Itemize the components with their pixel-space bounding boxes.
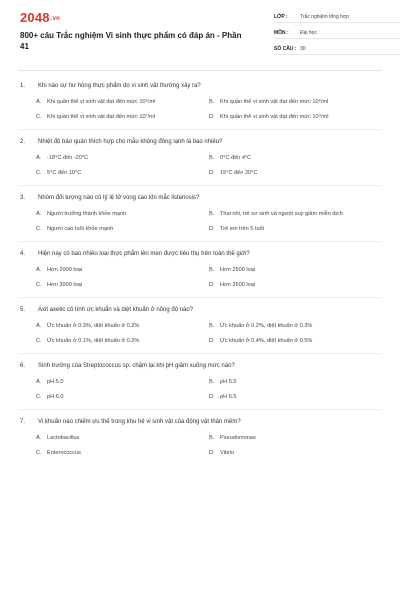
option-text: -18°C đến -20°C [47, 155, 89, 161]
option-text: pH 6.5 [220, 394, 237, 400]
option-text: Lactobacillus [47, 435, 80, 441]
question-text: Axit axetic có tính ức khuẩn và diệt khuẩn ở nồng độ nào? [38, 307, 194, 313]
answer-options [36, 154, 382, 177]
answer-option-d[interactable] [209, 393, 382, 401]
option-text: Hơn 3500 loại [220, 282, 256, 288]
question-number: 6. [20, 363, 26, 369]
option-letter: D. [209, 282, 215, 288]
meta-value: 30 [300, 46, 306, 52]
answer-option-a[interactable] [36, 322, 209, 330]
option-text: 15°C đến 20°C [220, 170, 258, 176]
option-text: Người cao tuổi khỏe mạnh [47, 226, 114, 232]
option-letter: B. [209, 211, 215, 217]
option-letter: B. [209, 323, 215, 329]
document-title: 800+ câu Trắc nghiệm Vi sinh thực phẩm có đáp án - Phần 41 [20, 31, 242, 51]
answer-option-d[interactable] [209, 449, 382, 457]
option-letter: B. [209, 379, 215, 385]
answer-options [36, 98, 382, 121]
question-number: 3. [20, 195, 26, 201]
answer-option-d[interactable] [209, 337, 382, 345]
option-letter: D. [209, 338, 215, 344]
option-text: Ức khuẩn ở 0.3%, diệt khuẩn ở 0.2% [47, 323, 140, 329]
option-letter: B. [209, 267, 215, 273]
question-text: Khi nào sự hư hỏng thực phẩm do vi sinh vật thường xảy ra? [38, 83, 201, 89]
option-letter: A. [36, 323, 42, 329]
option-text: Khi quần thể vi sinh vật đạt đến mức 10⁶/ml [220, 99, 329, 105]
answer-option-c[interactable] [36, 113, 209, 121]
option-letter: C. [36, 394, 42, 400]
option-text: Enterococcus [47, 450, 81, 456]
option-letter: C. [36, 170, 42, 176]
answer-option-b[interactable] [209, 266, 382, 274]
answer-option-a[interactable] [36, 98, 209, 106]
answer-option-a[interactable] [36, 434, 209, 442]
option-text: Pseudomonas [220, 435, 256, 441]
option-text: Trẻ em trên 5 tuổi [220, 226, 264, 232]
question-text: Sinh trưởng của Streptococcus sp. chậm lại khi pH giảm xuống mức nào? [38, 363, 235, 369]
option-letter: A. [36, 379, 42, 385]
answer-options [36, 322, 382, 345]
option-letter: A. [36, 155, 42, 161]
divider [18, 129, 382, 130]
divider [18, 241, 382, 242]
logo-suffix: .vn [50, 15, 61, 22]
answer-options [36, 378, 382, 401]
question-text: Vi khuẩn nào chiếm ưu thế trong khu hệ vi sinh vật của động vật thân mềm? [38, 419, 241, 425]
option-letter: A. [36, 435, 42, 441]
question-item [20, 194, 382, 233]
question-header [20, 306, 382, 315]
question-number: 1. [20, 83, 26, 89]
answer-option-b[interactable] [209, 210, 382, 218]
question-number: 5. [20, 307, 26, 313]
answer-option-d[interactable] [209, 113, 382, 121]
question-header [20, 250, 382, 259]
answer-option-b[interactable] [209, 322, 382, 330]
divider [18, 297, 382, 298]
answer-option-c[interactable] [36, 393, 209, 401]
divider [18, 409, 382, 410]
option-text: Khi quần thể vi sinh vật đạt đến mức 10⁷/ml [47, 114, 156, 120]
option-letter: C. [36, 226, 42, 232]
answer-option-c[interactable] [36, 169, 209, 177]
meta-row-class [274, 12, 400, 23]
question-item [20, 362, 382, 401]
option-text: Thai nhi, trẻ sơ sinh và người suy giảm miễn dịch [220, 211, 343, 217]
question-list [18, 71, 382, 457]
question-item [20, 250, 382, 289]
meta-label: LỚP : [274, 14, 288, 20]
option-letter: C. [36, 450, 42, 456]
answer-option-d[interactable] [209, 225, 382, 233]
meta-info [274, 12, 400, 60]
answer-option-b[interactable] [209, 378, 382, 386]
option-letter: A. [36, 267, 42, 273]
meta-row-count [274, 44, 400, 55]
answer-option-a[interactable] [36, 210, 209, 218]
option-text: Hơn 2000 loại [47, 267, 83, 273]
option-text: Hơn 3000 loại [47, 282, 83, 288]
option-text: Ức khuẩn ở 0.4%, diệt khuẩn ở 0.5% [220, 338, 313, 344]
option-letter: C. [36, 114, 42, 120]
answer-options [36, 210, 382, 233]
logo-text: 2048 [20, 10, 50, 25]
answer-option-a[interactable] [36, 154, 209, 162]
divider [18, 353, 382, 354]
question-text: Nhóm đối tượng nào có tỷ lệ tử vong cao khi mắc listeriosis? [38, 195, 200, 201]
option-text: pH 5.5 [220, 379, 237, 385]
option-text: 0°C đến 4°C [220, 155, 252, 161]
option-letter: B. [209, 155, 215, 161]
answer-option-a[interactable] [36, 378, 209, 386]
question-number: 2. [20, 139, 26, 145]
question-item [20, 138, 382, 177]
answer-option-b[interactable] [209, 434, 382, 442]
option-letter: B. [209, 99, 215, 105]
option-letter: C. [36, 282, 42, 288]
answer-option-c[interactable] [36, 225, 209, 233]
document-header [18, 0, 382, 71]
option-text: Hơn 2500 loại [220, 267, 256, 273]
question-item [20, 418, 382, 457]
answer-options [36, 266, 382, 289]
question-number: 4. [20, 251, 26, 257]
option-letter: C. [36, 338, 42, 344]
question-header [20, 418, 382, 427]
option-letter: D. [209, 226, 215, 232]
option-text: Khi quần thể vi sinh vật đạt đến mức 10⁵/ml [47, 99, 156, 105]
answer-option-a[interactable] [36, 266, 209, 274]
answer-option-c[interactable] [36, 281, 209, 289]
answer-options [36, 434, 382, 457]
option-letter: D. [209, 170, 215, 176]
option-text: Ức khuẩn ở 0.2%, diệt khuẩn ở 0.3% [220, 323, 313, 329]
answer-option-d[interactable] [209, 169, 382, 177]
option-letter: A. [36, 99, 42, 105]
question-text: Nhiệt độ bảo quản thích hợp cho mẫu không đông lạnh là bao nhiêu? [38, 139, 223, 145]
meta-value: Trắc nghiệm tổng hợp [300, 14, 349, 20]
option-letter: D. [209, 114, 215, 120]
answer-option-c[interactable] [36, 337, 209, 345]
option-letter: B. [209, 435, 215, 441]
question-header [20, 194, 382, 203]
answer-option-d[interactable] [209, 281, 382, 289]
question-item [20, 82, 382, 121]
option-text: pH 5.0 [47, 379, 64, 385]
question-header [20, 362, 382, 371]
question-header [20, 82, 382, 91]
answer-option-b[interactable] [209, 154, 382, 162]
option-text: pH 6.0 [47, 394, 64, 400]
option-text: 5°C đến 10°C [47, 170, 82, 176]
answer-option-b[interactable] [209, 98, 382, 106]
option-letter: D. [209, 394, 215, 400]
question-item [20, 306, 382, 345]
meta-label: SỐ CÂU : [274, 46, 297, 52]
meta-label: MÔN : [274, 30, 289, 36]
option-letter: A. [36, 211, 42, 217]
meta-row-subject [274, 28, 400, 39]
question-header [20, 138, 382, 147]
option-text: Vibrio [220, 450, 235, 456]
divider [18, 185, 382, 186]
option-text: Ức khuẩn ở 0.1%, diệt khuẩn ở 0.2% [47, 338, 140, 344]
option-text: Khi quần thể vi sinh vật đạt đến mức 10⁴/ml [220, 114, 329, 120]
answer-option-c[interactable] [36, 449, 209, 457]
question-text: Hiện nay có bao nhiêu loại thực phẩm lên men được tiêu thụ trên toàn thế giới? [38, 251, 250, 257]
meta-value: Đại học [300, 30, 317, 36]
option-letter: D. [209, 450, 215, 456]
question-number: 7. [20, 419, 26, 425]
option-text: Người trưởng thành khỏe mạnh [47, 211, 127, 217]
site-logo[interactable] [20, 10, 60, 25]
